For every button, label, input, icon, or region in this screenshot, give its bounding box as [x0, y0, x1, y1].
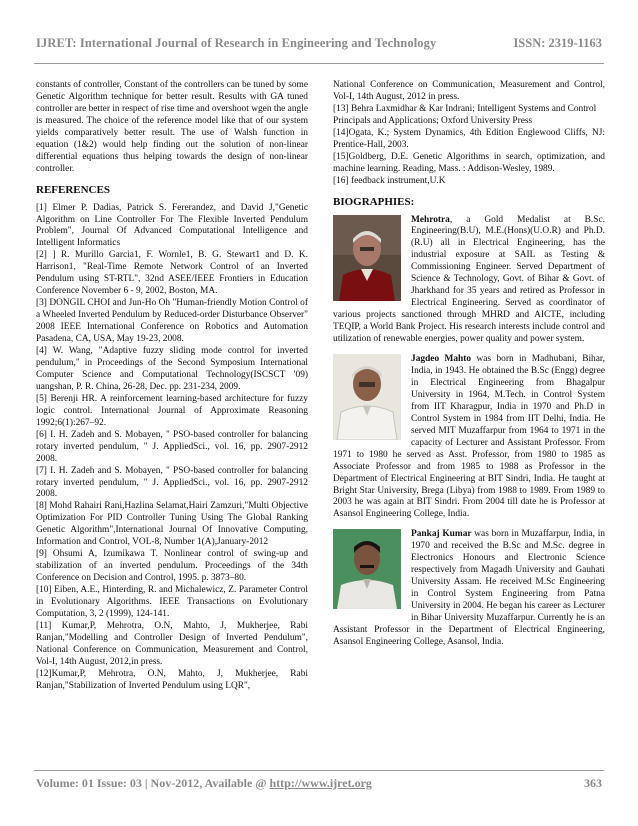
- author-photo: [333, 215, 401, 306]
- left-column: [36, 80, 308, 693]
- reference-item: [13] Behra Laxmidhar & Kar Indrani; Intelligent Systems and Control Principals and Applications; Oxford University Press: [333, 103, 597, 126]
- biographies-heading: BIOGRAPHIES:: [333, 195, 415, 208]
- bio-name: Mehrotra: [411, 214, 450, 225]
- footer-divider: [34, 770, 604, 771]
- biography-mehrotra: [333, 215, 605, 346]
- reference-item: [7] I. H. Zadeh and S. Mobayen, " PSO-based controller for balancing rotary inverted pendulum, " J. AppliedSci., vol. 16, pp. 2907-2912 2008.: [36, 465, 308, 500]
- references-heading: REFERENCES: [36, 183, 110, 196]
- page-footer: [36, 776, 372, 791]
- reference-item: [16] feedback instrument,U.K: [333, 175, 446, 186]
- right-column: [333, 80, 605, 657]
- journal-title: IJRET: International Journal of Research in Engineering and Technology: [36, 36, 437, 50]
- reference-item: [1] Elmer P. Dadias, Patrick S. Fererandez, and David J,"Genetic Algorithm on Line Controller For The Flexible Inverted Pendulum Problem", Journal Of Advanced Computational Intelligence and Intelligent Informatics: [36, 202, 308, 249]
- author-photo: [333, 354, 401, 445]
- reference-item: [8] Mohd Rahairi Rani,Hazlina Selamat,Hairi Zamzuri,"Multi Objective Optimization For PID Controller Tuning Using The Global Ranking Genetic Algorithm",International Journal Of Innovative Computing, Information and Control, VOL-8, Number 1(A),January-2012: [36, 501, 308, 548]
- reference-item: [9] Ohsumi A, Izumikawa T. Nonlinear control of swing-up and stabilization of an inverted pendulum. Proceedings of the 34th Conference on Decision and Control, 1995. p. 3873–80.: [36, 549, 308, 584]
- biography-jagdeo-mahto: [333, 354, 605, 521]
- author-photo-jagdeo-mahto: [333, 354, 401, 440]
- biography-pankaj-kumar: [333, 529, 605, 649]
- reference-item: [14]Ogata, K.; System Dynamics, 4th Edition Englewood Cliffs, NJ: Prentice-Hall, 2003.: [333, 127, 605, 150]
- intro-text: constants of controller, Constant of the controllers can be tuned by some Genetic Algorithm technique for better result. Results with GA tuned controller are better in respect of rise time and overshoot wgen the angle is measured. The choice of the reference model like that of our system yields comparatively better result. The use of Walsh function in equation (1&2) would help finding out the solution of non-linear differential equations thus helping towards the design of non-linear controller.: [36, 80, 308, 174]
- header-divider: [34, 63, 604, 64]
- bio-text: , a Gold Medalist at B.Sc. Engineering(B.U), M.E.(Hons)(U.O.R) and Ph.D. (R.U) all in Electrical Engineering, has the industrial exposure at SAIL as Testing & Commissioning Engineer. Served Department of Science & Technology, Govt. of Bihar & Govt. of Jharkhand for 35 years and retired as Professor in Electrical Engineering. Served as coordinator of various projects sanctioned through MHRD and AICTE, including TEQIP, a World Bank Project. His research interests include control and utilization of renewable energies, power quality and power system.: [333, 214, 605, 345]
- bio-text: was born in Madhubani, Bihar, India, in 1943. He obtained the B.Sc (Engg) degree in Electrical Engineering from Bhagalpur University in 1964, M.Tech. in Control System from IIT Kharagpur, India in 1970 and Ph.D in Control System in 1984 from IIT Delhi, India. He served MIT Muzaffarpur from 1964 to 1971 in the capacity of Lecturer and Assistant Professor. From 1971 to 1980 he served as Asst. Professor, from 1980 to 1985 as Associate Professor and from 1985 to 1988 as Professor in the Department of Electrical Engineering at BIT Sindri, India. He taught at Bright Star University, Brega (Libya) from 1988 to 1989. From 1989 to 2003 he was again at BIT Sindri. From 2004 till date he is Professor at Asansol Engineering College, India.: [333, 354, 605, 520]
- reference-item: [5] Berenji HR. A reinforcement learning-based architecture for fuzzy logic control. International Journal of Approximate Reasoning 1992;6(1):267–92.: [36, 393, 308, 428]
- journal-url-link[interactable]: http://www.ijret.org: [269, 776, 372, 790]
- bio-name: Jagdeo Mahto: [411, 354, 472, 365]
- reference-item: National Conference on Communication, Measurement and Control, Vol-I, 14th August, 2012 in press.: [333, 80, 605, 102]
- reference-item: [15]Goldberg, D.E. Genetic Algorithms in search, optimization, and machine learning. Reading, Mass. : Addison-Wesley, 1989.: [333, 151, 605, 174]
- bio-text: was born in Muzaffarpur, India, in 1970 and received the B.Sc and M.Sc. degree in Electronics Honours and Electronic Science respectively from Magadh University and Gauhati University Assam. He received M.Sc Engineering in Control System Engineering from Patna University in 2004. He began his career as Lecturer in Bihar University Muzaffarpur. Currently he is an Assistant Professor in the Department of Electrical Engineering, Asansol Engineering College, Asansol, India.: [333, 529, 605, 647]
- intro-paragraph: [36, 80, 308, 176]
- reference-item: [3] DONGIL CHOI and Jun-Ho Oh "Human-friendly Motion Control of a Wheeled Inverted Pendulum by Reduced-order Disturbance Observer" 2008 IEEE International Conference on Robotics and Automation Pasadena, CA, USA, May 19-23, 2008.: [36, 298, 308, 345]
- reference-item: [6] I. H. Zadeh and S. Mobayen, " PSO-based controller for balancing rotary inverted pendulum, " J. AppliedSci., vol. 16, pp. 2907-2912 2008.: [36, 429, 308, 464]
- author-photo-mehrotra: [333, 215, 401, 301]
- page-header: [0, 0, 638, 64]
- footer-volume-info: Volume: 01 Issue: 03 | Nov-2012, Available @: [36, 776, 270, 790]
- reference-item: [10] Eiben, A.E., Hinterding, R. and Michalewicz, Z. Parameter Control in Evolutionary Algorithms. IEEE Transactions on Evolutionary Computation, 3, 2 (1999), 124-141.: [36, 585, 308, 619]
- reference-item: [12]Kumar,P, Mehrotra, O.N, Mahto, J, Mukherjee, Rabi Ranjan,"Stabilization of Inverted Pendulum using LQR",: [36, 668, 308, 691]
- bio-name: Pankaj Kumar: [411, 529, 472, 540]
- author-photo-pankaj-kumar: [333, 529, 401, 609]
- issn-label: ISSN: 2319-1163: [513, 36, 602, 50]
- author-photo: [333, 529, 401, 614]
- page-number: 363: [584, 776, 602, 790]
- reference-item: [4] W. Wang, "Adaptive fuzzy sliding mode control for inverted pendulum," in Proceedings of the Second Symposium International Computer Science and Computational Technology(ISCSCT '09) uangshan, P. R. China, 26-28, Dec. pp. 231-234, 2009.: [36, 346, 308, 392]
- reference-item: [2] ] R. Murillo Garcia1, F. Wornle1, B. G. Stewart1 and D. K. Harrison1, "Real-Time Remote Network Control of an Inverted Pendulum using ST-RTL", 32nd ASEE/IEEE Frontiers in Education Conference November 6 - 9, 2002, Boston, MA.: [36, 250, 308, 297]
- reference-item: [11] Kumar,P, Mehrotra, O.N, Mahto, J, Mukherjee, Rabi Ranjan,"Modelling and Controller Design of Inverted Pendulum", National Conference on Communication, Measurement and Control, Vol-I, 14th August, 2012,in press.: [36, 620, 308, 667]
